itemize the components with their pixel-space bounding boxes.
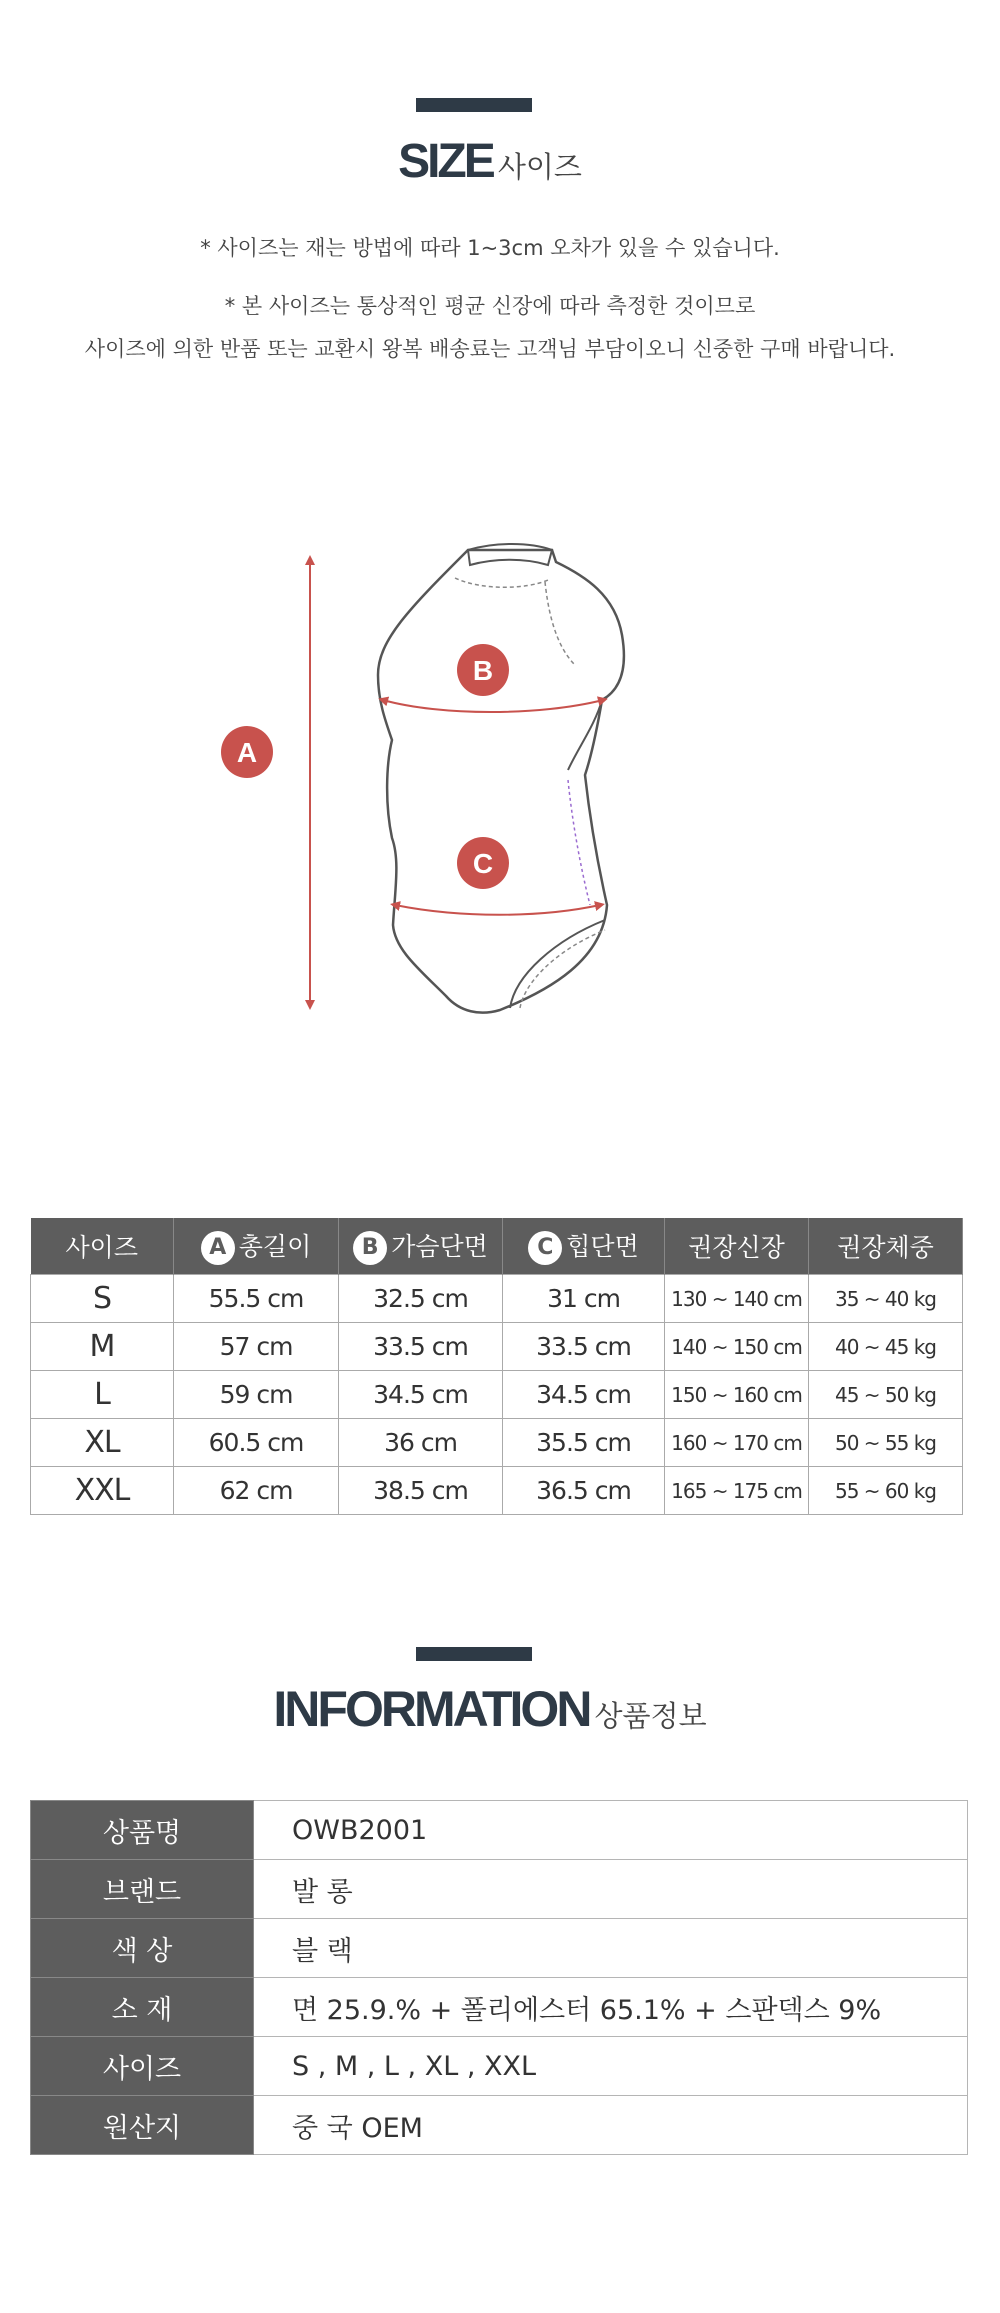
cell-size: L xyxy=(31,1371,174,1419)
cell-total-length: 59 cm xyxy=(174,1371,339,1419)
info-value: 발 롱 xyxy=(254,1860,968,1919)
cell-size: S xyxy=(31,1275,174,1323)
size-title-big: SIZE xyxy=(398,135,493,188)
cell-chest: 34.5 cm xyxy=(339,1371,503,1419)
cell-total-length: 57 cm xyxy=(174,1323,339,1371)
info-label: 사이즈 xyxy=(31,2037,254,2096)
cell-chest: 32.5 cm xyxy=(339,1275,503,1323)
cell-weight: 35 ~ 40 kg xyxy=(809,1275,963,1323)
swimsuit-outline xyxy=(378,550,624,1013)
header-total-length xyxy=(174,1218,339,1275)
info-row-brand xyxy=(31,1860,968,1919)
table-row xyxy=(31,1323,963,1371)
size-table xyxy=(30,1218,963,1515)
size-note-2: * 본 사이즈는 통상적인 평균 신장에 따라 측정한 것이므로 xyxy=(224,294,756,318)
leg-opening xyxy=(510,920,605,1008)
header-height: 권장신장 xyxy=(665,1218,809,1275)
cell-hip: 33.5 cm xyxy=(503,1323,665,1371)
label-c: C xyxy=(472,848,494,879)
info-label: 브랜드 xyxy=(31,1860,254,1919)
cell-total-length: 60.5 cm xyxy=(174,1419,339,1467)
label-a: A xyxy=(236,737,258,768)
info-row-color xyxy=(31,1919,968,1978)
cell-height: 130 ~ 140 cm xyxy=(665,1275,809,1323)
size-section-title xyxy=(0,134,980,189)
chest-arrow xyxy=(383,700,603,712)
cell-total-length: 55.5 cm xyxy=(174,1275,339,1323)
armhole-seam xyxy=(545,582,575,665)
header-a-mark: A xyxy=(201,1231,235,1265)
info-value: 면 25.9.% + 폴리에스터 65.1% + 스판덱스 9% xyxy=(254,1978,968,2037)
header-weight: 권장체중 xyxy=(809,1218,963,1275)
cell-chest: 33.5 cm xyxy=(339,1323,503,1371)
swimsuit-diagram xyxy=(0,520,1000,1040)
cell-size: XXL xyxy=(31,1467,174,1515)
cell-weight: 55 ~ 60 kg xyxy=(809,1467,963,1515)
cell-weight: 45 ~ 50 kg xyxy=(809,1371,963,1419)
collar-seam xyxy=(455,578,548,587)
header-c-mark: C xyxy=(528,1231,562,1265)
info-section-bar xyxy=(416,1647,532,1661)
info-label: 색 상 xyxy=(31,1919,254,1978)
size-table-header xyxy=(31,1218,963,1275)
info-label: 소 재 xyxy=(31,1978,254,2037)
header-b-mark: B xyxy=(353,1231,387,1265)
info-row-product-name xyxy=(31,1801,968,1860)
info-row-sizes xyxy=(31,2037,968,2096)
cell-hip: 35.5 cm xyxy=(503,1419,665,1467)
info-title-big: INFORMATION xyxy=(273,1681,590,1737)
size-title-small: 사이즈 xyxy=(497,150,582,184)
hip-arrow xyxy=(395,905,600,915)
header-b-label: 가슴단면 xyxy=(391,1232,488,1261)
info-row-material xyxy=(31,1978,968,2037)
info-value: OWB2001 xyxy=(254,1801,968,1860)
cell-chest: 36 cm xyxy=(339,1419,503,1467)
cell-height: 160 ~ 170 cm xyxy=(665,1419,809,1467)
info-section-title xyxy=(0,1680,980,1738)
info-value: S , M , L , XL , XXL xyxy=(254,2037,968,2096)
size-note-3: 사이즈에 의한 반품 또는 교환시 왕복 배송료는 고객님 부담이오니 신중한 구매 바랍니다. xyxy=(84,337,896,361)
cell-weight: 50 ~ 55 kg xyxy=(809,1419,963,1467)
cell-chest: 38.5 cm xyxy=(339,1467,503,1515)
info-label: 상품명 xyxy=(31,1801,254,1860)
header-size: 사이즈 xyxy=(31,1218,174,1275)
size-section-bar xyxy=(416,98,532,112)
side-panel-line xyxy=(568,700,602,770)
cell-height: 150 ~ 160 cm xyxy=(665,1371,809,1419)
header-hip xyxy=(503,1218,665,1275)
cell-hip: 34.5 cm xyxy=(503,1371,665,1419)
cell-size: XL xyxy=(31,1419,174,1467)
cell-hip: 31 cm xyxy=(503,1275,665,1323)
info-row-origin xyxy=(31,2096,968,2155)
cell-height: 165 ~ 175 cm xyxy=(665,1467,809,1515)
info-value: 블 랙 xyxy=(254,1919,968,1978)
cell-height: 140 ~ 150 cm xyxy=(665,1323,809,1371)
cell-size: M xyxy=(31,1323,174,1371)
header-c-label: 힙단면 xyxy=(566,1232,639,1261)
table-row xyxy=(31,1275,963,1323)
table-row xyxy=(31,1371,963,1419)
cell-weight: 40 ~ 45 kg xyxy=(809,1323,963,1371)
cell-total-length: 62 cm xyxy=(174,1467,339,1515)
cell-hip: 36.5 cm xyxy=(503,1467,665,1515)
neck-band xyxy=(468,544,552,565)
table-row xyxy=(31,1419,963,1467)
table-row xyxy=(31,1467,963,1515)
info-table xyxy=(30,1800,968,2155)
info-value: 중 국 OEM xyxy=(254,2096,968,2155)
label-b: B xyxy=(472,655,494,686)
header-chest xyxy=(339,1218,503,1275)
size-note-1: * 사이즈는 재는 방법에 따라 1~3cm 오차가 있을 수 있습니다. xyxy=(200,236,780,260)
header-a-label: 총길이 xyxy=(238,1232,312,1261)
info-title-small: 상품정보 xyxy=(594,1699,707,1733)
info-label: 원산지 xyxy=(31,2096,254,2155)
